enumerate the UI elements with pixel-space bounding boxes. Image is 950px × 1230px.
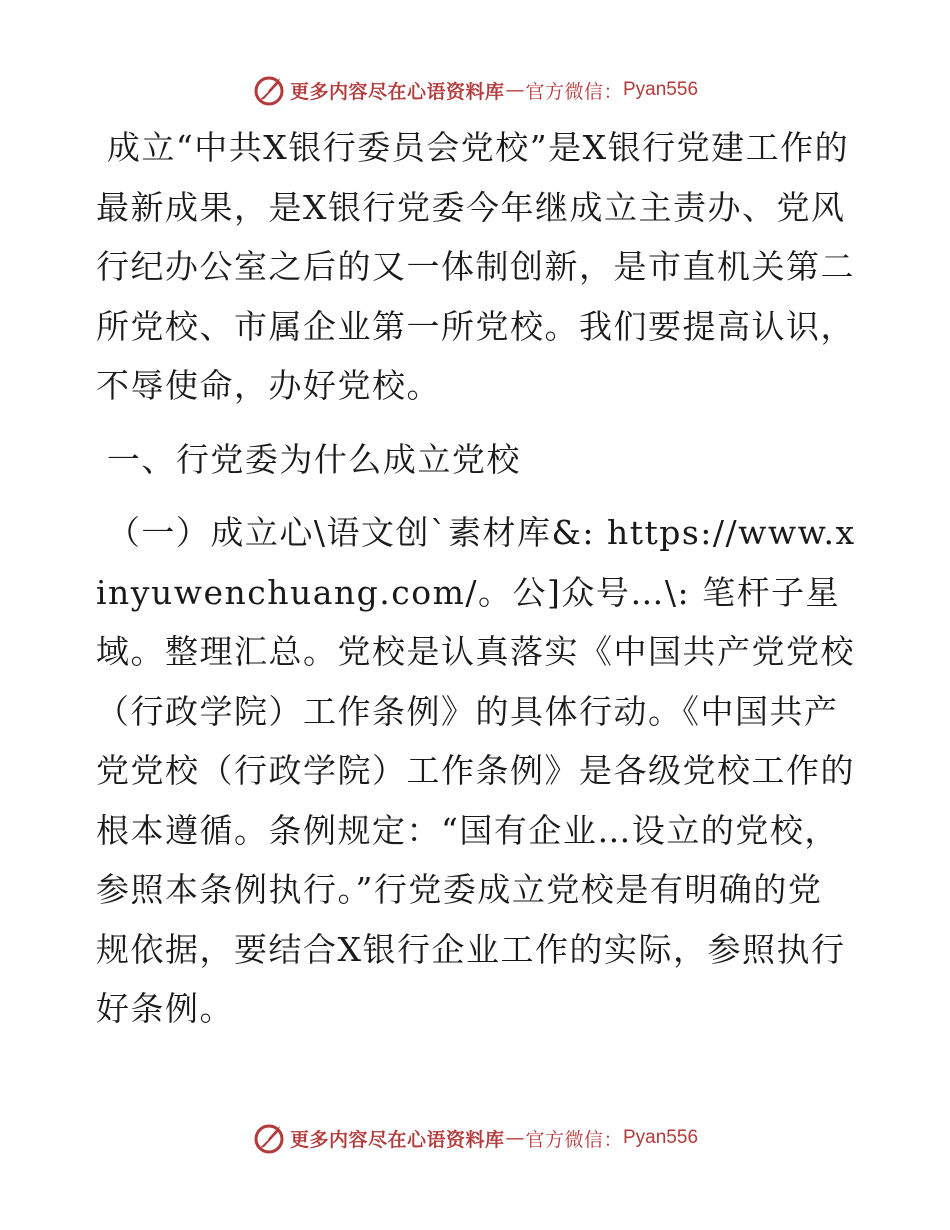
- header-brand-text: 更多内容尽在心语资料库: [289, 80, 505, 103]
- header-separator: —: [505, 79, 525, 101]
- footer-separator: —: [505, 1127, 525, 1149]
- document-body: [96, 118, 856, 1039]
- intro-paragraph: 成立“中共X银行委员会党校”是X银行党建工作的最新成果，是X银行党委今年继成立主责办、党风行纪办公室之后的又一体制创新，是市直机关第二所党校、市属企业第一所党校。我们要提高认识，不辱使命，办好党校。: [96, 128, 855, 405]
- header-banner: [0, 70, 950, 110]
- footer-wechat-id: Pyan556: [623, 1127, 699, 1148]
- section-paragraph: （一）成立心\语文创`素材库&: https://www.xinyuwenchuang.com/。公]众号…\: 笔杆子星域。整理汇总。党校是认真落实《中国共产党党校（行政学院）工作条例》的具体行动。《中国共产党党校（行政学院）工作条例》是各级党校工作的根本遵循。条例规定：“国有企业…设立的党校，参照本条例执行。”行党委成立党校是有明确的党规依据，要结合X银行企业工作的实际，参照执行好条例。: [96, 513, 856, 1028]
- quill-pen-logo-icon: [252, 73, 286, 107]
- quill-pen-logo-icon: [252, 1121, 286, 1155]
- section-heading: 一、行党委为什么成立党校: [106, 439, 521, 479]
- footer-banner: [0, 1118, 950, 1158]
- header-wechat-id: Pyan556: [623, 79, 699, 100]
- footer-wechat-label: 官方微信：: [525, 1128, 623, 1151]
- header-wechat-label: 官方微信：: [525, 80, 623, 103]
- footer-brand-text: 更多内容尽在心语资料库: [289, 1128, 505, 1151]
